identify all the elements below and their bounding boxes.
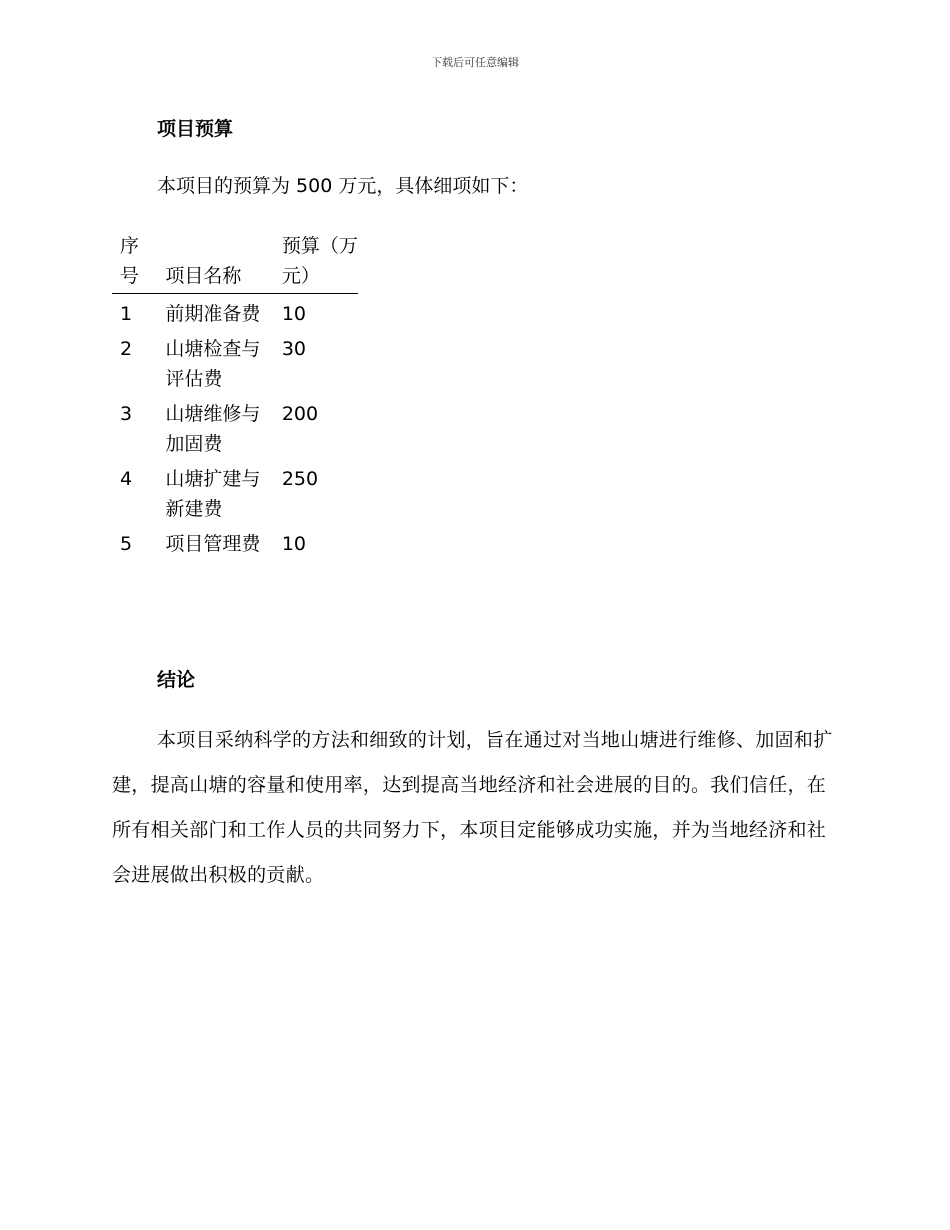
table-header-row <box>112 231 358 294</box>
cell-no: 3 <box>120 403 133 425</box>
cell-no: 4 <box>120 468 133 490</box>
cell-name: 项目管理费 <box>165 533 261 555</box>
cell-amount: 30 <box>281 338 307 360</box>
table-row <box>112 459 358 524</box>
cell-no: 2 <box>120 338 133 360</box>
conclusion-heading: 结论 <box>157 669 196 691</box>
cell-amount: 10 <box>281 303 307 325</box>
page-header-note: 下载后可任意编辑 <box>431 56 519 69</box>
cell-name: 前期准备费 <box>165 303 261 325</box>
cell-name: 山塘扩建与新建费 <box>165 468 261 520</box>
budget-heading: 项目预算 <box>157 118 234 140</box>
cell-name: 山塘维修与加固费 <box>165 403 261 455</box>
table-row <box>112 294 358 330</box>
table-row <box>112 394 358 459</box>
cell-amount: 250 <box>281 468 319 490</box>
budget-intro: 本项目的预算为 500 万元，具体细项如下： <box>157 175 529 197</box>
header-amount: 预算（万元） <box>274 231 358 294</box>
budget-table <box>112 231 358 559</box>
table-row <box>112 329 358 394</box>
cell-no: 5 <box>120 533 133 555</box>
header-name: 项目名称 <box>157 231 274 294</box>
header-no: 序号 <box>112 231 157 294</box>
cell-amount: 200 <box>281 403 319 425</box>
cell-no: 1 <box>120 303 133 325</box>
table-row <box>112 524 358 559</box>
conclusion-paragraph: 本项目采纳科学的方法和细致的计划，旨在通过对当地山塘进行维修、加固和扩建，提高山塘的容量和使用率，达到提高当地经济和社会进展的目的。我们信任，在所有相关部门和工作人员的共同努力下，本项目定能够成功实施，并为当地经济和社会进展做出积极的贡献。 <box>112 729 833 886</box>
cell-amount: 10 <box>281 533 307 555</box>
cell-name: 山塘检查与评估费 <box>165 338 261 390</box>
